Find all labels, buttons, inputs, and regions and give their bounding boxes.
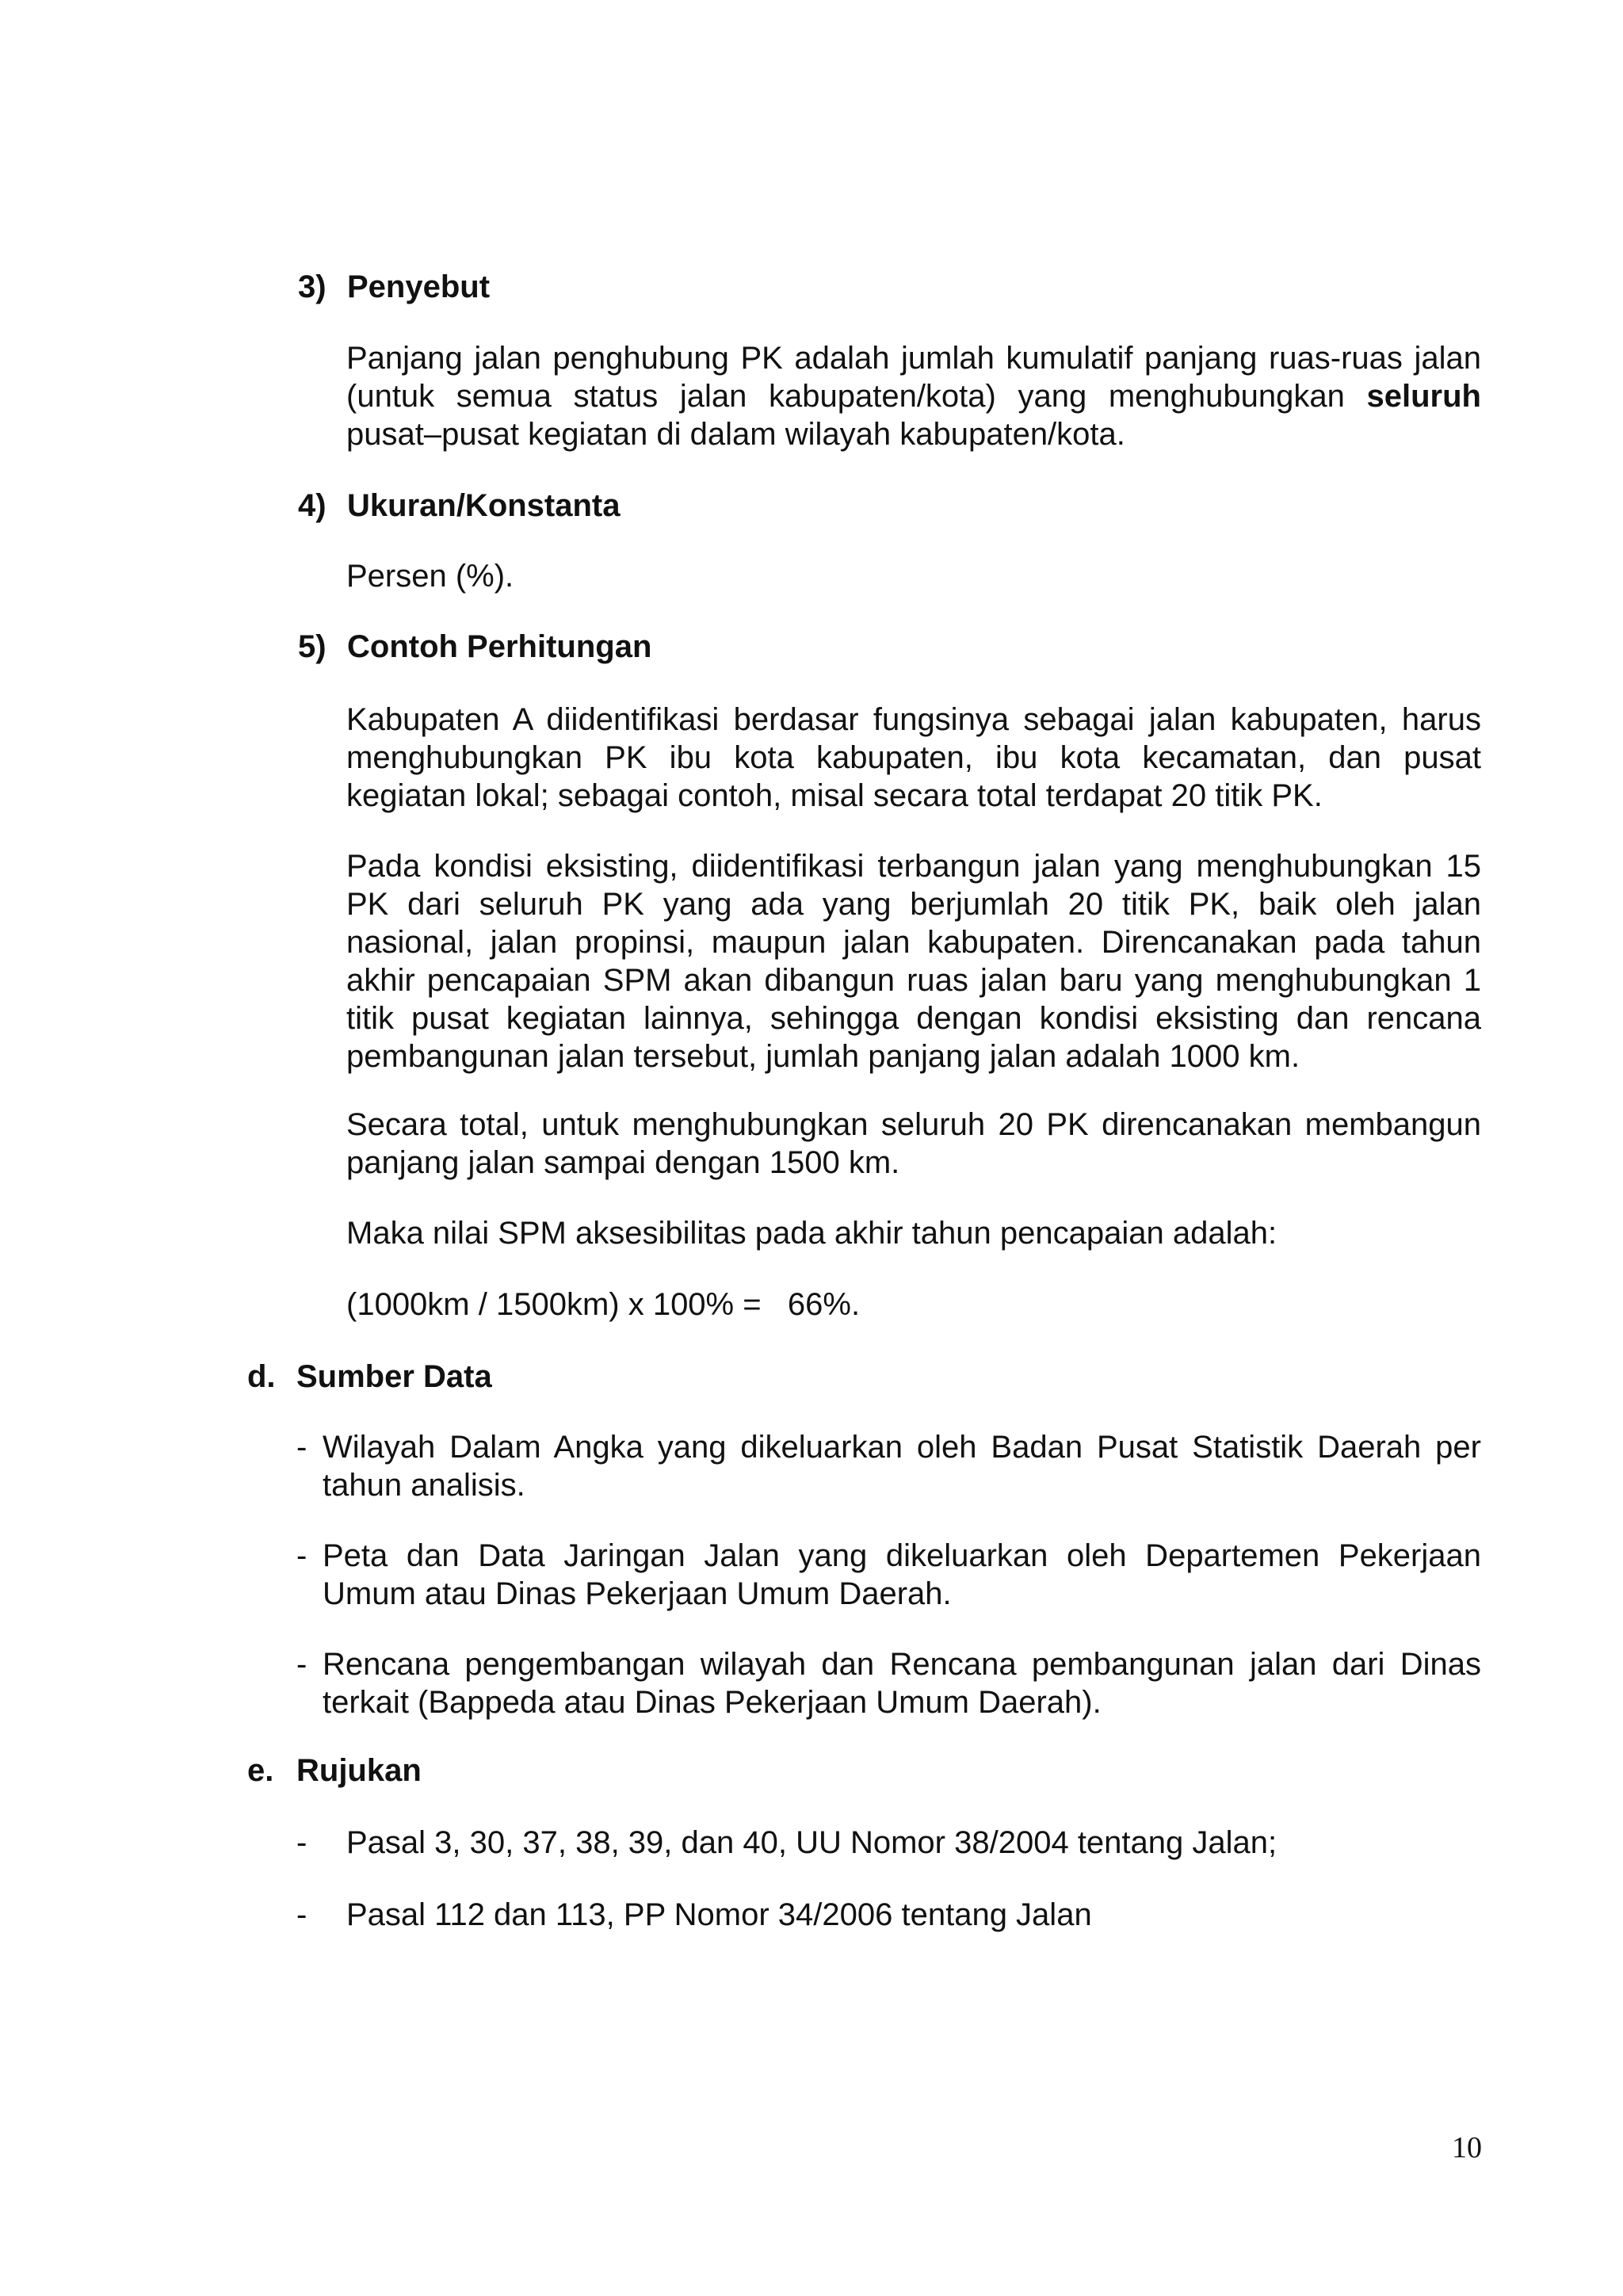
heading-title: Contoh Perhitungan xyxy=(347,629,652,664)
list-item-text: Pasal 112 dan 113, PP Nomor 34/2006 tentang Jalan xyxy=(346,1897,1092,1932)
list-item-text: Peta dan Data Jaringan Jalan yang dikeluarkan oleh Departemen Pekerjaan Umum atau Dinas Pekerjaan Umum Daerah. xyxy=(323,1538,1481,1611)
heading-contoh xyxy=(298,628,932,666)
contoh-paragraph-4: Maka nilai SPM aksesibilitas pada akhir tahun pencapaian adalah: xyxy=(346,1216,1277,1251)
list-item-text: Wilayah Dalam Angka yang dikeluarkan oleh Badan Pusat Statistik Daerah per tahun analisis. xyxy=(323,1430,1481,1503)
list-item xyxy=(296,1428,1481,1504)
heading-title: Rujukan xyxy=(296,1753,422,1788)
list-item xyxy=(296,1537,1481,1613)
list-item-text: Pasal 3, 30, 37, 38, 39, dan 40, UU Nomor 38/2004 tentang Jalan; xyxy=(346,1825,1277,1860)
dash-marker: - xyxy=(296,1647,307,1682)
heading-number: 5) xyxy=(298,629,327,664)
heading-number: 4) xyxy=(298,488,327,523)
dash-marker: - xyxy=(296,1897,307,1932)
list-item-text: Rencana pengembangan wilayah dan Rencana pembangunan jalan dari Dinas terkait (Bappeda atau Dinas Pekerjaan Umum Daerah). xyxy=(323,1647,1481,1720)
list-item xyxy=(296,1645,1481,1721)
heading-rujukan xyxy=(247,1752,802,1790)
penyebut-paragraph xyxy=(346,339,1481,453)
heading-letter: e. xyxy=(247,1753,274,1788)
heading-title: Sumber Data xyxy=(296,1359,492,1394)
heading-sumber-data xyxy=(247,1358,802,1396)
dash-marker: - xyxy=(296,1430,307,1465)
heading-penyebut xyxy=(298,268,853,306)
heading-ukuran xyxy=(298,487,853,525)
heading-letter: d. xyxy=(247,1359,276,1394)
dash-marker: - xyxy=(296,1538,307,1573)
penyebut-text-part2: pusat–pusat kegiatan di dalam wilayah kabupaten/kota. xyxy=(346,417,1125,452)
contoh-paragraph-3: Secara total, untuk menghubungkan seluruh 20 PK direncanakan membangun panjang jalan sampai dengan 1500 km. xyxy=(346,1107,1481,1180)
heading-title: Penyebut xyxy=(347,269,491,304)
penyebut-text-part1: Panjang jalan penghubung PK adalah jumlah kumulatif panjang ruas-ruas jalan (untuk semua status jalan kabupaten/kota) yang menghubungkan xyxy=(346,341,1481,414)
penyebut-bold-word: seluruh xyxy=(1366,379,1481,414)
contoh-paragraph-2: Pada kondisi eksisting, diidentifikasi terbangun jalan yang menghubungkan 15 PK dari seluruh PK yang ada yang berjumlah 20 titik PK, baik oleh jalan nasional, jalan propinsi, maupun jalan kabupaten. Direncanakan pada tahun akhir pencapaian SPM akan dibangun ruas jalan baru yang menghubungkan 1 titik pusat kegiatan lainnya, sehingga dengan kondisi eksisting dan rencana pembangunan jalan tersebut, jumlah panjang jalan adalah 1000 km. xyxy=(346,849,1481,1074)
ukuran-text: Persen (%). xyxy=(346,559,514,594)
page-number: 10 xyxy=(1452,2131,1482,2164)
heading-title: Ukuran/Konstanta xyxy=(347,488,621,523)
list-item xyxy=(296,1824,1481,1862)
dash-marker: - xyxy=(296,1825,307,1860)
contoh-paragraph-1: Kabupaten A diidentifikasi berdasar fungsinya sebagai jalan kabupaten, harus menghubungkan PK ibu kota kabupaten, ibu kota kecamatan, dan pusat kegiatan lokal; sebagai contoh, misal secara total terdapat 20 titik PK. xyxy=(346,702,1481,813)
formula: (1000km / 1500km) x 100% = 66%. xyxy=(346,1287,861,1322)
heading-number: 3) xyxy=(298,269,327,304)
list-item xyxy=(296,1896,1481,1934)
